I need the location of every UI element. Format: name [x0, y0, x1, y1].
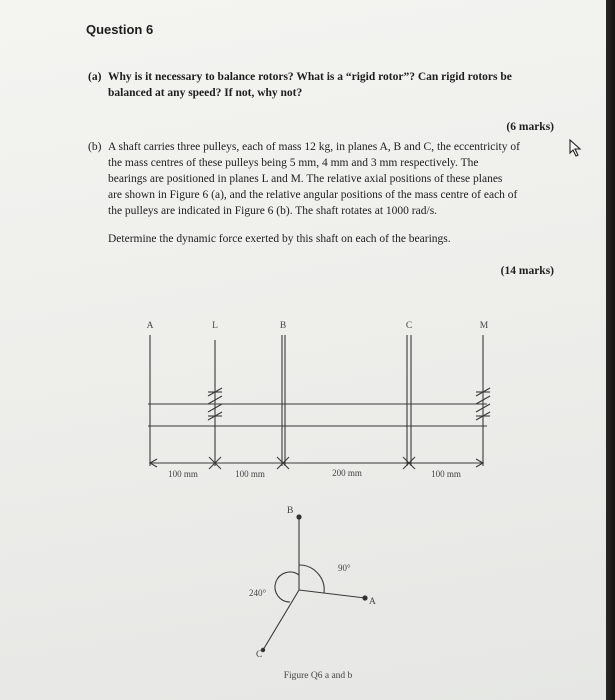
- part-b-line-5: the pulleys are indicated in Figure 6 (b). The shaft rotates at 1000 rad/s.: [108, 205, 438, 217]
- question-title: Question 6: [86, 22, 154, 37]
- part-b-line-2: the mass centres of these pulleys being 5 mm, 4 mm and 3 mm respectively. The: [108, 157, 479, 169]
- plane-label-l: L: [212, 321, 218, 331]
- part-a-line-1: Why is it necessary to balance rotors? What is a “rigid rotor”? Can rigid rotors be: [108, 71, 512, 83]
- dim-label-4: 100 mm: [431, 469, 461, 479]
- part-a-line-2: balanced at any speed? If not, why not?: [108, 87, 303, 99]
- plane-label-a: A: [146, 321, 154, 331]
- dim-label-2: 100 mm: [235, 469, 265, 479]
- point-a: [362, 595, 367, 600]
- part-a-label: (a): [88, 71, 102, 83]
- angle-label-240: 240°: [249, 588, 267, 598]
- plane-label-m: M: [479, 321, 489, 331]
- part-b-marks: (14 marks): [500, 265, 554, 277]
- part-b-line-4: are shown in Figure 6 (a), and the relative angular positions of the mass centre of each of: [108, 189, 518, 201]
- angle-240-arc: [275, 572, 299, 602]
- vector-a: [299, 590, 365, 598]
- part-b-label: (b): [88, 141, 102, 153]
- polar-label-c: C: [256, 650, 263, 660]
- part-b-line-1: A shaft carries three pulleys, each of mass 12 kg, in planes A, B and C, the eccentricity of: [108, 141, 520, 153]
- dim-label-1: 100 mm: [168, 469, 198, 479]
- angle-90-arc: [299, 565, 324, 593]
- polar-label-a: A: [369, 597, 376, 607]
- plane-label-b: B: [279, 321, 287, 331]
- point-b: [296, 514, 301, 519]
- angle-label-90: 90°: [338, 563, 351, 573]
- part-b-task: Determine the dynamic force exerted by this shaft on each of the bearings.: [108, 233, 451, 245]
- part-a-marks: (6 marks): [506, 121, 554, 133]
- figure-caption: Figure Q6 a and b: [283, 671, 353, 681]
- plane-label-c: C: [405, 321, 413, 331]
- polar-label-b: B: [287, 506, 294, 516]
- part-b-line-3: bearings are positioned in planes L and M. The relative axial positions of these planes: [108, 173, 503, 185]
- screen-edge: [606, 0, 615, 700]
- dim-label-3: 200 mm: [332, 468, 362, 478]
